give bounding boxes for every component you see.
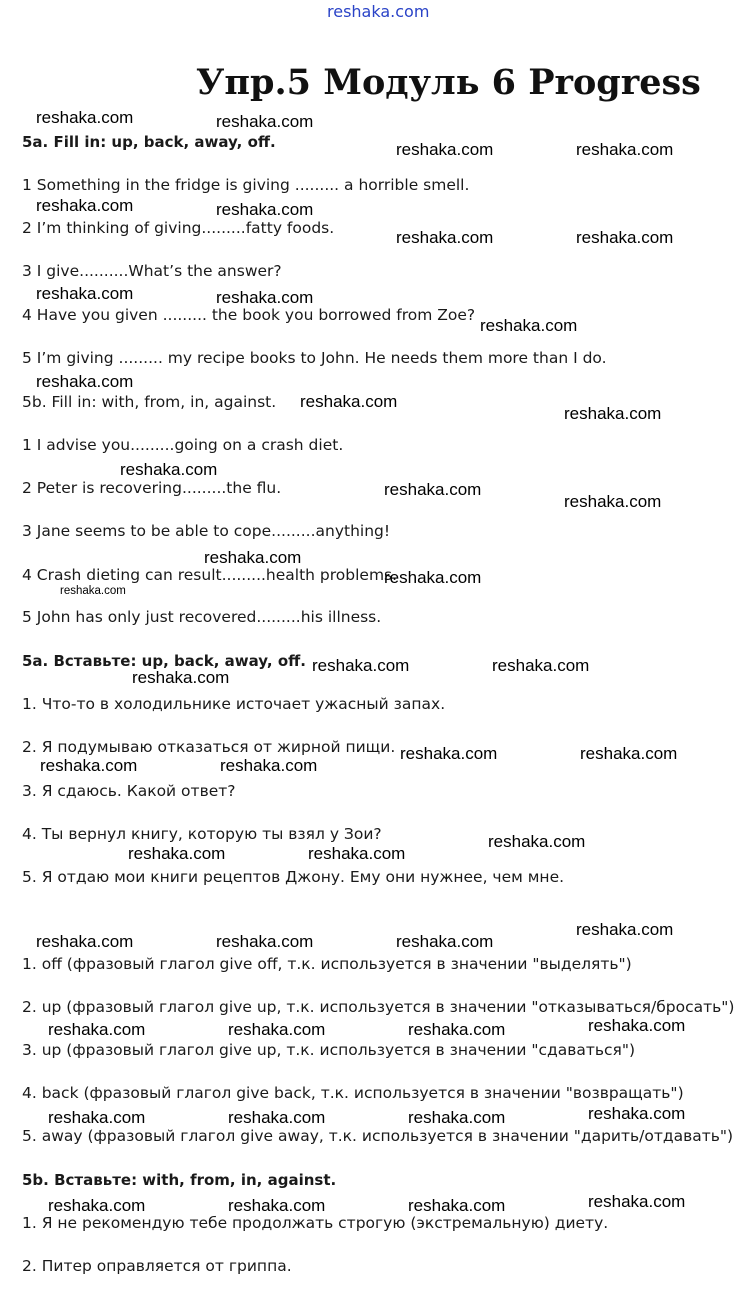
exercise-line: 5 I’m giving ......... my recipe books to John. He needs them more than I do.: [22, 349, 607, 367]
exercise-line: 3 Jane seems to be able to cope.........anything!: [22, 522, 391, 540]
watermark: reshaka.com: [228, 1108, 326, 1127]
watermark: reshaka.com: [48, 1108, 146, 1127]
watermark: reshaka.com: [576, 140, 674, 159]
watermark: reshaka.com: [216, 112, 314, 131]
watermark: reshaka.com: [564, 404, 662, 423]
watermark: reshaka.com: [36, 372, 134, 391]
section-heading-5a: 5a. Fill in: up, back, away, off.: [22, 133, 276, 151]
site-link[interactable]: reshaka.com: [327, 2, 430, 21]
watermark: reshaka.com: [216, 288, 314, 307]
exercise-line: 4 Have you given ......... the book you borrowed from Zoe?: [22, 306, 476, 324]
watermark: reshaka.com: [204, 548, 302, 567]
answer-line: 4. back (фразовый глагол give back, т.к. используется в значении "возвращать"): [22, 1084, 684, 1102]
page-title: Упр.5 Модуль 6 Progress: [196, 62, 701, 103]
watermark: reshaka.com: [36, 196, 134, 215]
translation-line: 3. Я сдаюсь. Какой ответ?: [22, 782, 236, 800]
watermark: reshaka.com: [492, 656, 590, 675]
translation-line: 5. Я отдаю мои книги рецептов Джону. Ему они нужнее, чем мне.: [22, 868, 565, 886]
watermark: reshaka.com: [216, 932, 314, 951]
exercise-line: 1 I advise you.........going on a crash diet.: [22, 436, 344, 454]
watermark: reshaka.com: [300, 392, 398, 411]
watermark: reshaka.com: [132, 668, 230, 687]
translation-line: 2. Питер оправляется от гриппа.: [22, 1257, 292, 1275]
exercise-line: 5 John has only just recovered.........his illness.: [22, 608, 382, 626]
watermark: reshaka.com: [408, 1108, 506, 1127]
watermark: reshaka.com: [408, 1020, 506, 1039]
watermark: reshaka.com: [36, 108, 134, 127]
exercise-line: 2 Peter is recovering.........the flu.: [22, 479, 282, 497]
section-heading-5b-ru: 5b. Вставьте: with, from, in, against.: [22, 1171, 337, 1189]
translation-line: 1. Что-то в холодильнике источает ужасный запах.: [22, 695, 446, 713]
watermark: reshaka.com: [384, 568, 482, 587]
translation-line: 2. Я подумываю отказаться от жирной пищи.: [22, 738, 396, 756]
watermark: reshaka.com: [36, 932, 134, 951]
answer-line: 3. up (фразовый глагол give up, т.к. используется в значении "сдаваться"): [22, 1041, 636, 1059]
watermark: reshaka.com: [228, 1020, 326, 1039]
watermark: reshaka.com: [60, 585, 126, 597]
watermark: reshaka.com: [120, 460, 218, 479]
watermark: reshaka.com: [588, 1016, 686, 1035]
watermark: reshaka.com: [480, 316, 578, 335]
watermark: reshaka.com: [588, 1104, 686, 1123]
exercise-line: 2 I’m thinking of giving.........fatty foods.: [22, 219, 335, 237]
translation-line: 1. Я не рекомендую тебе продолжать строгую (экстремальную) диету.: [22, 1214, 609, 1232]
exercise-line: 4 Crash dieting can result.........health problems.: [22, 566, 398, 584]
answer-line: 2. up (фразовый глагол give up, т.к. используется в значении "отказываться/бросать"): [22, 998, 735, 1016]
watermark: reshaka.com: [228, 1196, 326, 1215]
watermark: reshaka.com: [216, 200, 314, 219]
watermark: reshaka.com: [36, 284, 134, 303]
watermark: reshaka.com: [128, 844, 226, 863]
answer-line: 5. away (фразовый глагол give away, т.к. используется в значении "дарить/отдавать"): [22, 1127, 734, 1145]
watermark: reshaka.com: [588, 1192, 686, 1211]
watermark: reshaka.com: [312, 656, 410, 675]
watermark: reshaka.com: [396, 228, 494, 247]
watermark: reshaka.com: [408, 1196, 506, 1215]
watermark: reshaka.com: [400, 744, 498, 763]
watermark: reshaka.com: [40, 756, 138, 775]
watermark: reshaka.com: [576, 228, 674, 247]
section-heading-5a-ru: 5a. Вставьте: up, back, away, off.: [22, 652, 306, 670]
watermark: reshaka.com: [564, 492, 662, 511]
watermark: reshaka.com: [576, 920, 674, 939]
watermark: reshaka.com: [220, 756, 318, 775]
watermark: reshaka.com: [384, 480, 482, 499]
answer-line: 1. off (фразовый глагол give off, т.к. используется в значении "выделять"): [22, 955, 632, 973]
exercise-line: 3 I give..........What’s the answer?: [22, 262, 282, 280]
watermark: reshaka.com: [308, 844, 406, 863]
translation-line: 4. Ты вернул книгу, которую ты взял у Зои?: [22, 825, 382, 843]
watermark: reshaka.com: [396, 140, 494, 159]
watermark: reshaka.com: [396, 932, 494, 951]
section-heading-5b: 5b. Fill in: with, from, in, against.: [22, 393, 277, 411]
exercise-line: 1 Something in the fridge is giving ......... a horrible smell.: [22, 176, 470, 194]
watermark: reshaka.com: [48, 1196, 146, 1215]
watermark: reshaka.com: [48, 1020, 146, 1039]
watermark: reshaka.com: [580, 744, 678, 763]
watermark: reshaka.com: [488, 832, 586, 851]
